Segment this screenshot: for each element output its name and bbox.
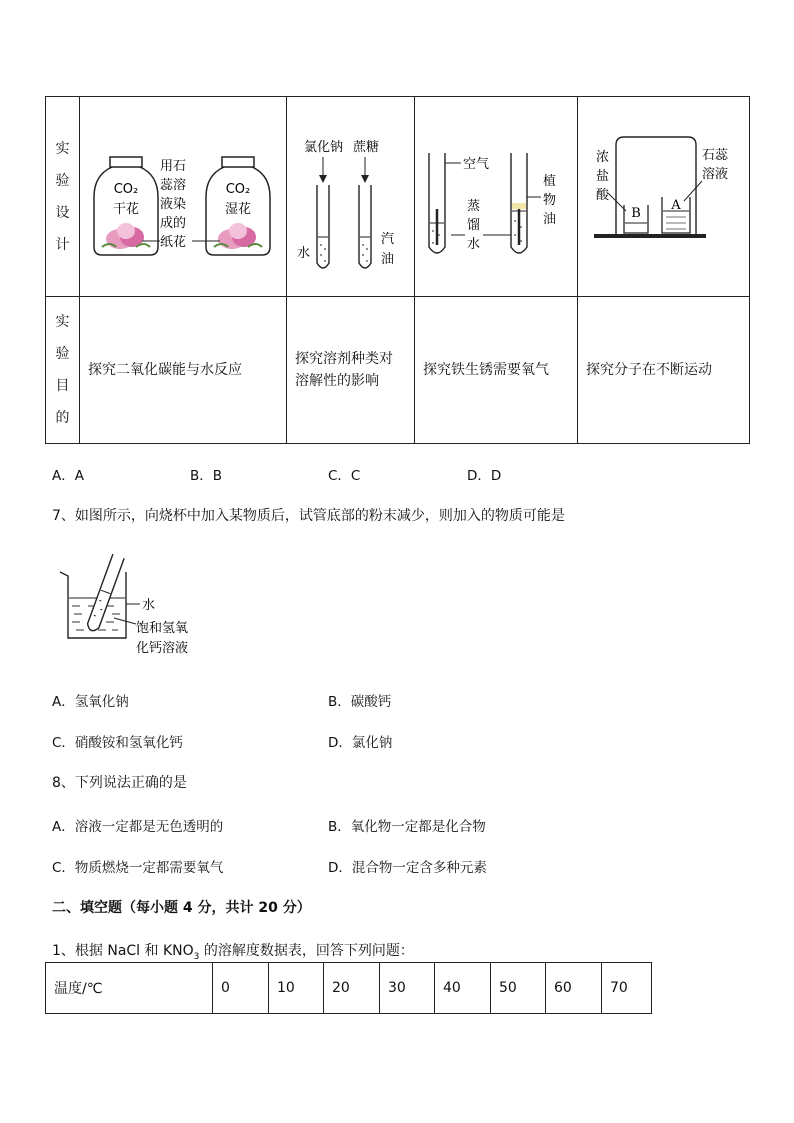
row-header-purpose: 实 验 目 的 <box>46 297 80 444</box>
svg-text:成的: 成的 <box>160 216 187 231</box>
jar-right <box>206 157 270 255</box>
test-tube-oil <box>511 153 527 253</box>
svg-text:盐: 盐 <box>596 169 610 184</box>
conc-hcl-label: 浓 <box>596 150 610 165</box>
svg-text:水: 水 <box>467 237 481 252</box>
solubility-table <box>45 962 652 1014</box>
q8-option-d[interactable]: D．混合物一定含多种元素 <box>328 860 487 876</box>
purpose-b: 探究溶剂种类对 溶解性的影响 <box>287 297 415 444</box>
base-plate <box>594 234 706 238</box>
jar-left <box>94 157 158 255</box>
svg-text:蕊溶: 蕊溶 <box>160 178 187 193</box>
temp-cell: 20 <box>324 963 380 1014</box>
temp-cell: 30 <box>380 963 435 1014</box>
q7-option-a[interactable]: A．氢氧化钠 <box>52 694 129 710</box>
litmus-paper-label <box>142 159 220 250</box>
test-tube-gasoline <box>359 185 371 268</box>
design-d-figure <box>578 97 750 297</box>
q8-option-c[interactable]: C．物质燃烧一定都需要氧气 <box>52 860 224 876</box>
section-2-title: 二、填空题（每小题 4 分，共计 20 分） <box>52 900 311 916</box>
water-label: 水 <box>142 598 156 613</box>
svg-text:纸花: 纸花 <box>160 235 187 250</box>
litmus-solution-label: 石蕊 <box>702 148 729 163</box>
design-b-figure <box>287 97 415 297</box>
gasoline-label: 汽 <box>381 232 395 247</box>
temp-cell: 60 <box>546 963 602 1014</box>
water-label: 水 <box>297 246 311 261</box>
svg-text:物: 物 <box>543 193 557 208</box>
svg-text:A: A <box>671 198 681 213</box>
beaker-b <box>624 205 648 233</box>
bell-jar <box>616 137 696 235</box>
test-tube-air <box>429 153 461 253</box>
beaker-a <box>662 197 690 233</box>
q7-option-c[interactable]: C．硝酸铵和氢氧化钙 <box>52 735 183 751</box>
svg-text:用石: 用石 <box>160 159 187 174</box>
dry-flower-label: 干花 <box>112 202 140 217</box>
svg-text:油: 油 <box>381 252 395 267</box>
purpose-d: 探究分子在不断运动 <box>578 297 750 444</box>
sucrose-label: 蔗糖 <box>353 140 380 155</box>
svg-text:B: B <box>631 206 641 221</box>
row-header-design: 实 验 设 计 <box>46 97 80 297</box>
temp-cell: 10 <box>269 963 324 1014</box>
q8-option-a[interactable]: A．溶液一定都是无色透明的 <box>52 819 224 835</box>
q8-stem: 8、下列说法正确的是 <box>52 775 187 791</box>
svg-text:馏: 馏 <box>467 218 481 233</box>
svg-text:化钙溶液: 化钙溶液 <box>136 641 189 656</box>
temp-cell: 0 <box>213 963 269 1014</box>
co2-label-left: CO₂ <box>113 182 139 197</box>
test-tube-water <box>317 185 329 268</box>
q7-stem: 7、如图所示，向烧杯中加入某物质后，试管底部的粉末减少，则加入的物质可能是 <box>52 508 565 524</box>
svg-text:溶液: 溶液 <box>702 167 729 182</box>
q7-option-d[interactable]: D．氯化钠 <box>328 735 393 751</box>
temp-cell: 70 <box>602 963 652 1014</box>
nacl-label: 氯化钠 <box>304 140 344 155</box>
temp-cell: 50 <box>491 963 546 1014</box>
flower-right-icon <box>214 223 262 249</box>
co2-label-right: CO₂ <box>225 182 251 197</box>
temperature-header: 温度/℃ <box>46 963 213 1014</box>
experiment-table <box>45 96 750 444</box>
purpose-c: 探究铁生锈需要氧气 <box>415 297 578 444</box>
q6-option-d[interactable]: D．D <box>467 468 502 484</box>
q6-option-b[interactable]: B．B <box>190 468 223 484</box>
svg-text:油: 油 <box>543 212 557 227</box>
purpose-a: 探究二氧化碳能与水反应 <box>80 297 287 444</box>
veg-oil-label: 植 <box>543 174 557 189</box>
q7-figure <box>54 552 214 662</box>
temp-cell: 40 <box>435 963 491 1014</box>
fill-q1-stem: 1、根据 NaCl 和 $KNO_3$ 的溶解度数据表，回答下列问题： <box>52 943 414 962</box>
q8-option-b[interactable]: B．氧化物一定都是化合物 <box>328 819 486 835</box>
saturated-caoh2-label: 饱和氢氧 <box>136 621 189 636</box>
flower-left-icon <box>102 223 150 249</box>
q6-option-a[interactable]: A．A <box>52 468 84 484</box>
wet-flower-label: 湿花 <box>224 202 252 217</box>
svg-text:酸: 酸 <box>596 188 610 203</box>
design-c-figure <box>415 97 578 297</box>
distilled-water-label: 蒸 <box>467 199 481 214</box>
q7-option-b[interactable]: B．碳酸钙 <box>328 694 392 710</box>
q6-option-c[interactable]: C．C <box>328 468 361 484</box>
test-tube <box>86 554 124 632</box>
design-a-figure <box>80 97 287 297</box>
air-label: 空气 <box>463 157 490 172</box>
svg-text:液染: 液染 <box>160 197 187 212</box>
